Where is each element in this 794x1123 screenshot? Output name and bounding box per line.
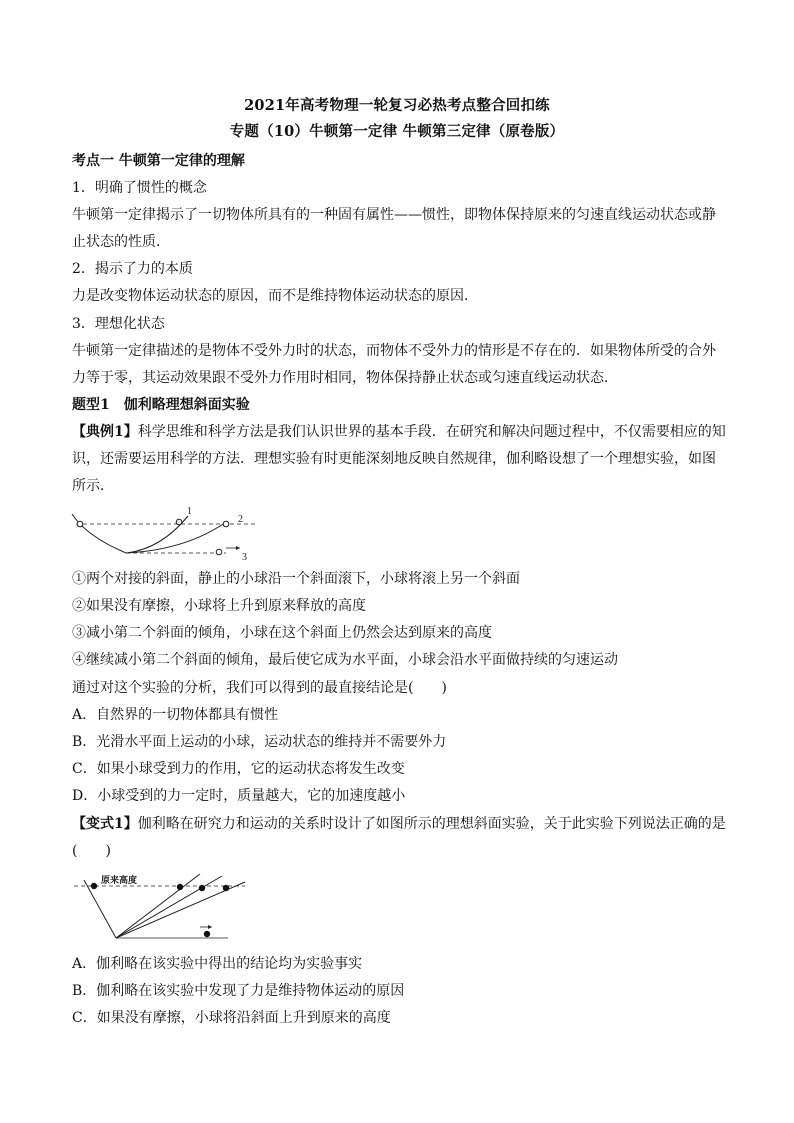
ball-ground-icon [204,931,210,937]
figure-label-3: 3 [242,552,247,563]
example-option-c: C．如果小球受到力的作用，它的运动状态将发生改变 [72,761,405,777]
variant-text-b: ( ) [72,843,111,859]
example-text-a-body: 科学思维和科学方法是我们认识世界的基本手段．在研究和解决问题过程中，不仅需要相应的知 [137,424,726,440]
first-incline-curve [72,514,126,553]
variant-text-a-body: 伽利略在研究力和运动的关系时设计了如图所示的理想斜面实验，关于此实验下列说法正确的是 [137,816,726,832]
figure-label-1: 1 [187,506,192,517]
variant-text-a [72,811,732,837]
example-option-b: B．光滑水平面上运动的小球，运动状态的维持并不需要外力 [72,734,447,750]
original-height-label: 原来高度 [101,876,138,886]
point-2-title: 2．揭示了力的本质 [72,261,193,277]
variant-option-a: A．伽利略在该实验中得出的结论均为实验事实 [72,956,363,972]
first-incline-line [84,880,116,938]
variant-option-b: B．伽利略在该实验中发现了力是维持物体运动的原因 [72,983,405,999]
point-2-text: 力是改变物体运动状态的原因，而不是维持物体运动状态的原因． [72,288,478,304]
example-text-b: 识，还需要运用科学的方法．理想实验有时更能深刻地反映自然规律，伽利略设想了一个理想实验，如图 [72,451,716,467]
ball-1-icon [176,519,182,525]
example-step-3: ③减小第二个斜面的倾角，小球在这个斜面上仍然会达到原来的高度 [72,625,492,641]
example-tag: 【典例1】 [72,424,138,440]
ball-start-icon [91,883,97,889]
topic-heading: 题型1 伽利略理想斜面实验 [72,397,250,413]
example-step-2: ②如果没有摩擦，小球将上升到原来释放的高度 [72,598,366,614]
example-option-a: A．自然界的一切物体都具有惯性 [72,707,279,723]
second-incline-curve-2 [126,522,226,553]
figure-label-2: 2 [238,514,243,525]
example-step-1: ①两个对接的斜面，静止的小球沿一个斜面滚下，小球将滚上另一个斜面 [72,571,520,587]
example-question: 通过对这个实验的分析，我们可以得到的最直接结论是( ) [72,680,447,696]
variant-option-c: C．如果没有摩擦，小球将沿斜面上升到原来的高度 [72,1010,391,1026]
ball-start-icon [77,521,83,527]
variant-tag: 【变式1】 [72,816,138,832]
incline-figure-1 [66,504,266,566]
point-1-text-b: 止状态的性质． [72,234,170,250]
incline-figure-2 [70,870,250,942]
motion-arrowhead-icon [236,546,240,550]
example-text-a [72,419,732,445]
example-text-c: 所示． [72,478,114,494]
point-3-text-b: 力等于零，其运动效果跟不受外力作用时相同，物体保持静止状态或匀速直线运动状态． [72,370,618,386]
point-1-text-a: 牛顿第一定律揭示了一切物体所具有的一种固有属性——惯性，即物体保持原来的匀速直线运动状态或静 [72,207,716,223]
example-step-4: ④继续减小第二个斜面的倾角，最后使它成为水平面，小球会沿水平面做持续的匀速运动 [72,652,618,668]
ball-3-icon [223,885,229,891]
ball-3-icon [216,549,222,555]
section-heading: 考点一 牛顿第一定律的理解 [72,153,245,169]
document-subtitle: 专题（10）牛顿第一定律 牛顿第三定律（原卷版） [229,123,565,140]
ball-2-icon [223,521,229,527]
point-3-text-a: 牛顿第一定律描述的是物体不受外力时的状态，而物体不受外力的情形是不存在的．如果物体所受的合外 [72,343,716,359]
ball-2-icon [199,885,205,891]
document-title: 2021年高考物理一轮复习必热考点整合回扣练 [244,97,550,114]
ball-1-icon [177,884,183,890]
point-1-title: 1．明确了惯性的概念 [72,180,207,196]
motion-arrowhead-icon [208,925,212,929]
point-3-title: 3．理想化状态 [72,316,165,332]
example-option-d: D．小球受到的力一定时，质量越大，它的加速度越小 [72,788,406,804]
